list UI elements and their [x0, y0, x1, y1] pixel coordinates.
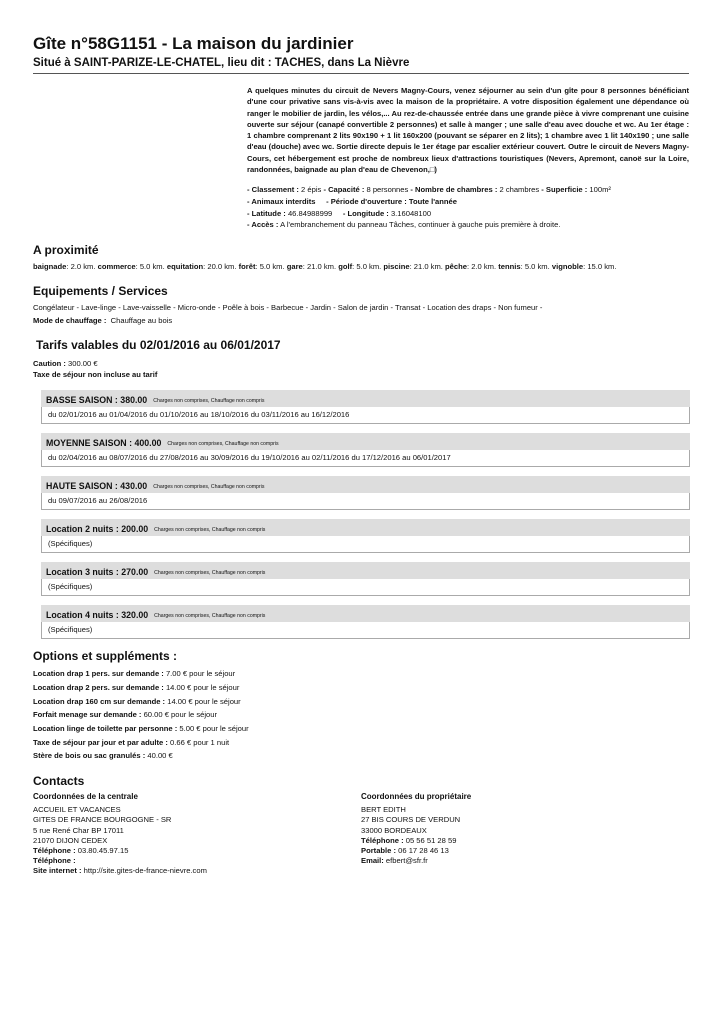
- tariff-haute-saison: HAUTE SAISON : 430.00 Charges non comprises, Chauffage non compris du 09/07/2016 au 26/08/2016: [41, 476, 690, 510]
- proprietaire-contact: Coordonnées du propriétaire BERT EDITH 27 BIS COURS DE VERDUN 33000 BORDEAUX Téléphone : 05 56 51 28 59 Portable : 06 17 28 46 13 Email: efbert@sfr.fr: [361, 792, 472, 866]
- equipements-section: [33, 284, 689, 326]
- tariff-4-nuits: Location 4 nuits : 320.00 Charges non comprises, Chauffage non compris (Spécifiques): [41, 605, 690, 639]
- facts-line-3: - Latitude : 46.84988999 - Longitude : 3.16048100: [247, 208, 432, 218]
- proximite-list: baignade: 2.0 km. commerce: 5.0 km. equitation: 20.0 km. forêt: 5.0 km. gare: 21.0 km. golf: 5.0 km. piscine: 21.0 km. pêche: 2.0 km. tennis: 5.0 km. vignoble: 15.0 km.: [33, 261, 617, 271]
- contacts-section: [33, 774, 689, 876]
- tariff-basse-saison: BASSE SAISON : 380.00 Charges non comprises, Chauffage non compris du 02/01/2016 au 01/04/2016 du 01/10/2016 au 18/10/2016 du 03/11/2016 au 16/12/2016: [41, 390, 690, 424]
- facts-block: [247, 184, 689, 230]
- caution-line: Caution : 300.00 €: [33, 359, 98, 369]
- tariff-3-nuits: Location 3 nuits : 270.00 Charges non comprises, Chauffage non compris (Spécifiques): [41, 562, 690, 596]
- tariff-moyenne-saison: MOYENNE SAISON : 400.00 Charges non comprises, Chauffage non compris du 02/04/2016 au 08/07/2016 du 27/08/2016 au 30/09/2016 du 19/10/2016 au 02/11/2016 du 17/12/2016 au 06/01/2017: [41, 433, 690, 467]
- centrale-contact: Coordonnées de la centrale ACCUEIL ET VACANCES GITES DE FRANCE BOURGOGNE - SR 5 rue René Char BP 17011 21070 DIJON CEDEX Téléphone : 03.80.45.97.15 Téléphone : Site internet : http://site.gites-de-france-nievre.com: [33, 792, 207, 876]
- document-page: [33, 34, 689, 877]
- facts-line-2: - Animaux interdits - Période d'ouverture : Toute l'année: [247, 196, 457, 206]
- tarifs-title: Tarifs valables du 02/01/2016 au 06/01/2017: [36, 338, 281, 353]
- options-list: Location drap 1 pers. sur demande : 7.00 € pour le séjour Location drap 2 pers. sur demande : 14.00 € pour le séjour Location drap 160 cm sur demande : 14.00 € pour le séjour Forfait menage sur demande : 60.00 € pour le séjour Location linge de toilette par personne : 5.00 € pour le séjour Taxe de séjour par jour et par adulte : 0.66 € pour 1 nuit Stère de bois ou sac granulés : 40.00 €: [33, 669, 249, 761]
- page-subtitle: Situé à SAINT-PARIZE-LE-CHATEL, lieu dit : TACHES, dans La Nièvre: [33, 57, 410, 69]
- email-link[interactable]: efbert@sfr.fr: [385, 856, 428, 866]
- chauffage-line: Mode de chauffage : Chauffage au bois: [33, 315, 173, 325]
- facts-line-1: - Classement : 2 épis - Capacité : 8 personnes - Nombre de chambres : 2 chambres - Superficie : 100m²: [247, 185, 611, 195]
- tariff-list: [33, 390, 689, 639]
- options-title: Options et suppléments :: [33, 649, 178, 664]
- header-divider: [33, 73, 689, 74]
- tariff-2-nuits: Location 2 nuits : 200.00 Charges non comprises, Chauffage non compris (Spécifiques): [41, 519, 690, 553]
- equipements-list: Congélateur - Lave-linge - Lave-vaisselle - Micro-onde - Poêle à bois - Barbecue - Jardin - Salon de jardin - Transat - Location des draps - Non fumeur -: [33, 303, 543, 313]
- page-title: Gîte n°58G1151 - La maison du jardinier: [33, 34, 354, 53]
- proximite-section: [33, 243, 689, 273]
- site-link[interactable]: http://site.gites-de-france-nievre.com: [83, 866, 207, 876]
- options-section: [33, 649, 689, 763]
- tarifs-section: [33, 338, 689, 639]
- taxe-note: Taxe de séjour non incluse au tarif: [33, 369, 158, 379]
- facts-line-4: - Accès : A l'embranchement du panneau Tâches, continuer à gauche puis première à droite.: [247, 220, 561, 230]
- proximite-title: A proximité: [33, 242, 99, 257]
- contacts-title: Contacts: [33, 774, 85, 789]
- description: A quelques minutes du circuit de Nevers Magny-Cours, venez séjourner au sein d'un gîte pour 8 personnes bénéficiant d'une cour privative sans vis-à-vis avec la maison de la propriétaire. A votre disposition également une dépendance où ranger le mobilier de jardin, les vélos,... Au rez-de-chaussée entrée dans une grande pièce à vivre comprenant une cuisine ouverte sur séjour (canapé convertible 2 personnes) et salle à manger ; une salle d'eau avec douche et wc. Au 1er étage : 1 chambre comprenant 2 lits 90x190 + 1 lit 160x200 (pouvant se séparer en 2 lits); 1 chambre avec 1 lit 140x190 ; une salle d'eau (douche) avec wc. Sortie directe depuis le 1er étage par escalier extérieur couvert. Outre le circuit de Nevers Magny-Cours, cet hébergement est proche de nombreux lieux d'attractions touristiques (Nevers, Apremont, canoë sur la Loire, randonnées, baignade au plan d'eau de Chevenon,□): [247, 86, 689, 175]
- equipements-title: Equipements / Services: [33, 284, 168, 299]
